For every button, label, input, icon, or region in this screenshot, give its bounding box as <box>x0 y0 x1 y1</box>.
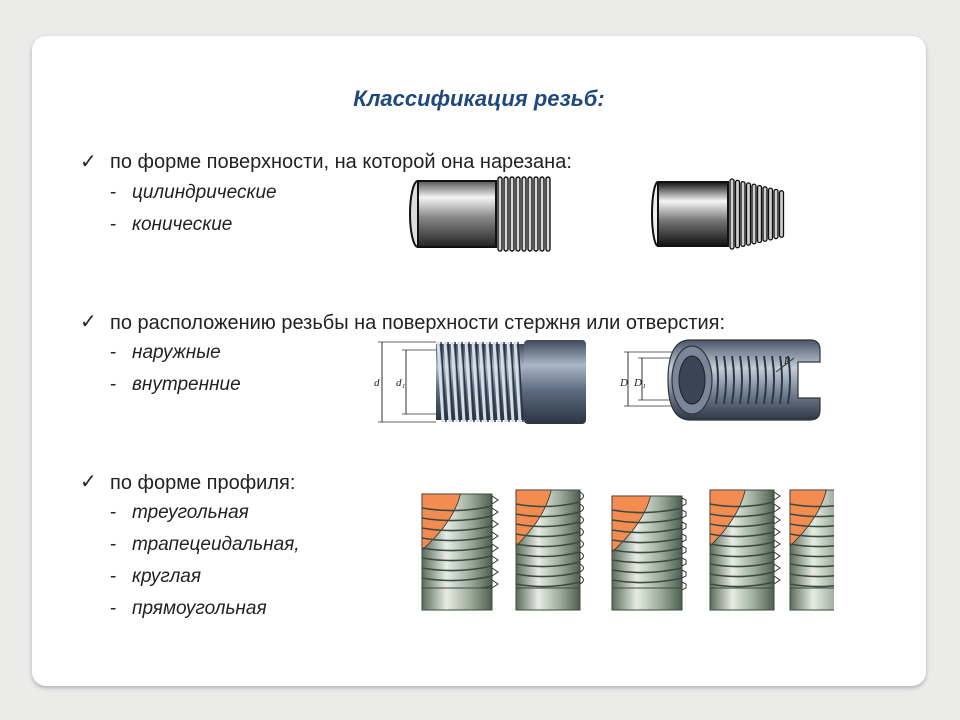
thread-ridge <box>540 177 544 251</box>
thread-tooth <box>682 558 686 566</box>
thread-tooth <box>492 508 498 516</box>
thread-shank <box>710 588 774 610</box>
thread-tooth <box>682 582 686 590</box>
thread-ridge <box>763 187 767 241</box>
thread-tooth <box>774 576 780 584</box>
check-mark-icon: ✓ <box>80 151 97 173</box>
item-label: наружные <box>132 342 221 363</box>
item-label: треугольная <box>132 502 249 523</box>
thread-ridge <box>504 177 508 251</box>
thread-tooth <box>580 552 584 560</box>
thread-ridge <box>780 191 784 238</box>
thread-ridge <box>774 189 778 238</box>
list-item <box>110 598 267 620</box>
thread-ridge <box>516 177 520 251</box>
slide-title: Классификация резьб: <box>353 86 605 111</box>
thread-tooth <box>774 540 780 548</box>
item-label: трапецеидальная, <box>132 534 300 555</box>
label-d1: d₁ <box>396 377 406 389</box>
thread-tooth <box>774 564 780 572</box>
section-heading-surface: по форме поверхности, на которой она нарезана: <box>110 151 572 173</box>
check-mark-icon: ✓ <box>80 471 97 493</box>
list-item <box>110 502 249 524</box>
item-label: конические <box>132 214 233 235</box>
thread-tooth <box>682 546 686 554</box>
item-label: цилиндрические <box>132 182 277 203</box>
section-heading-location: по расположению резьбы на поверхности стержня или отверстия: <box>110 312 726 334</box>
item-label: прямоугольная <box>132 598 267 619</box>
thread-ridge <box>522 177 526 251</box>
list-item <box>110 374 241 396</box>
label-D: D <box>620 377 628 389</box>
list-item <box>110 342 221 364</box>
cylindrical-thread-image <box>406 174 552 254</box>
thread-ridge <box>534 177 538 251</box>
thread-ridge <box>528 177 532 251</box>
thread-shank <box>790 588 834 610</box>
thread-tooth <box>492 580 498 588</box>
thread-ridge <box>730 179 734 249</box>
dash: - <box>110 182 117 203</box>
label-p: P <box>784 356 791 367</box>
label-d: d <box>374 377 380 389</box>
thread-ridge <box>546 177 550 251</box>
label-D1: D₁ <box>634 377 646 389</box>
dash: - <box>110 598 117 619</box>
thread-tooth <box>492 532 498 540</box>
section-heading-profile: по форме профиля: <box>110 472 296 494</box>
thread-tooth <box>580 492 584 500</box>
thread-ridge <box>747 183 751 245</box>
dash: - <box>110 374 117 395</box>
thread-tooth <box>580 516 584 524</box>
thread-tooth <box>492 568 498 576</box>
dash: - <box>110 534 117 555</box>
thread-tooth <box>774 552 780 560</box>
slide-card <box>32 36 926 686</box>
thread-tooth <box>682 498 686 506</box>
thread-tooth <box>580 576 584 584</box>
internal-thread-image <box>598 328 830 432</box>
external-thread-image <box>352 328 592 432</box>
thread-ridge <box>741 182 745 247</box>
thread-ridge <box>498 177 502 251</box>
thread-tooth <box>682 570 686 578</box>
list-item <box>110 534 300 556</box>
check-mark-icon: ✓ <box>80 311 97 333</box>
dash: - <box>110 502 117 523</box>
thread-tooth <box>580 564 584 572</box>
thread-tooth <box>580 540 584 548</box>
thread-tooth <box>682 510 686 518</box>
thread-tooth <box>774 528 780 536</box>
thread-ridge <box>510 177 514 251</box>
thread-tooth <box>492 496 498 504</box>
thread-shank <box>612 588 682 610</box>
thread-tooth <box>492 520 498 528</box>
thread-shank <box>422 588 492 610</box>
list-item <box>110 214 232 236</box>
thread-tooth <box>774 516 780 524</box>
thread-tooth <box>492 544 498 552</box>
dash: - <box>110 214 117 235</box>
thread-tooth <box>774 492 780 500</box>
thread-tooth <box>580 528 584 536</box>
thread-profiles-image <box>384 484 834 622</box>
item-label: круглая <box>132 566 201 587</box>
thread-tooth <box>682 522 686 530</box>
list-item <box>110 566 201 588</box>
thread-ridge <box>752 184 756 244</box>
item-label: внутренние <box>132 374 241 395</box>
list-item <box>110 182 277 204</box>
thread-tooth <box>774 504 780 512</box>
thread-shank <box>516 588 580 610</box>
thread-tooth <box>492 556 498 564</box>
thread-tooth <box>580 504 584 512</box>
thread-ridge <box>769 188 773 240</box>
dash: - <box>110 342 117 363</box>
thread-ridge <box>736 180 740 247</box>
conical-thread-image <box>646 174 792 254</box>
thread-tooth <box>682 534 686 542</box>
dash: - <box>110 566 117 587</box>
thread-ridge <box>758 186 762 243</box>
